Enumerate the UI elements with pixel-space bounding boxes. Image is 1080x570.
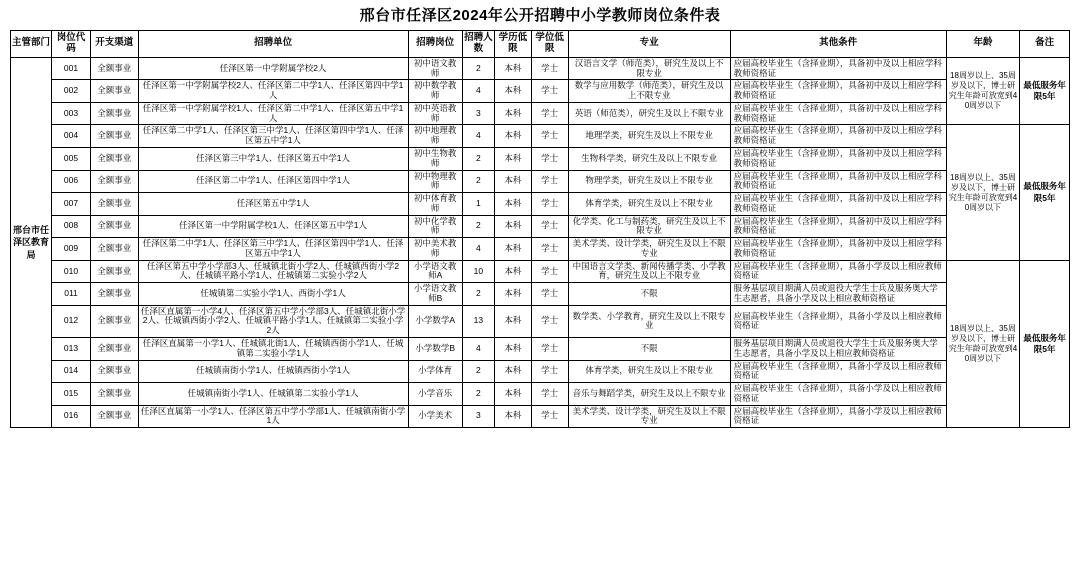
table-row [11,125,1070,148]
cell-post: 初中生物教师 [408,147,462,170]
cell-major: 数学与应用数学（师范类），研究生及以上不限专业 [568,80,730,103]
cell-degree: 学士 [531,125,568,148]
cell-channel: 全额事业 [90,305,138,337]
cell-major: 化学类、化工与制药类，研究生及以上不限专业 [568,215,730,238]
cell-code: 014 [52,360,91,383]
cell-unit: 任泽区第二中学1人、任泽区第三中学1人、任泽区第四中学1人、任泽区第五中学1人 [138,238,408,261]
cell-other: 应届高校毕业生（含择业期），具备小学及以上相应教师资格证 [730,405,946,428]
cell-post: 小学美术 [408,405,462,428]
cell-edu: 本科 [495,102,532,125]
header-edu: 学历低限 [495,31,532,58]
cell-age: 18周岁以上、35周岁及以下，博士研究生年龄可放宽到40周岁以下 [946,57,1019,125]
cell-degree: 学士 [531,405,568,428]
cell-major: 体育学类，研究生及以上不限专业 [568,360,730,383]
cell-post: 小学体育 [408,360,462,383]
cell-major: 音乐与舞蹈学类，研究生及以上不限专业 [568,383,730,406]
cell-channel: 全额事业 [90,283,138,306]
cell-post: 小学数学B [408,337,462,360]
cell-code: 015 [52,383,91,406]
cell-edu: 本科 [495,147,532,170]
cell-degree: 学士 [531,170,568,193]
cell-unit: 任泽区直属第一小学1人、任城镇北街1人、任城镇西街小学1人、任城镇第二实验小学1人 [138,337,408,360]
cell-channel: 全额事业 [90,193,138,216]
cell-major: 地理学类，研究生及以上不限专业 [568,125,730,148]
cell-major: 生物科学类，研究生及以上不限专业 [568,147,730,170]
cell-post: 初中化学教师 [408,215,462,238]
cell-num: 3 [462,405,494,428]
cell-code: 007 [52,193,91,216]
cell-other: 应届高校毕业生（含择业期），具备初中及以上相应学科教师资格证 [730,102,946,125]
cell-unit: 任泽区第二中学1人、任泽区第四中学1人 [138,170,408,193]
cell-unit: 任泽区第三中学1人、任泽区第五中学1人 [138,147,408,170]
table-row [11,383,1070,406]
cell-other: 服务基层项目期满人员或退役大学生士兵及服务奥大学生志愿者，具备小学及以上相应教师资格证 [730,283,946,306]
cell-unit: 任泽区直属第一小学1人、任泽区第五中学小学部1人、任城镇南街小学1人 [138,405,408,428]
cell-post: 初中语文教师 [408,57,462,80]
cell-num: 4 [462,125,494,148]
cell-degree: 学士 [531,337,568,360]
cell-edu: 本科 [495,305,532,337]
page-title: 邢台市任泽区2024年公开招聘中小学教师岗位条件表 [359,7,721,24]
cell-num: 2 [462,283,494,306]
cell-other: 应届高校毕业生（含择业期），具备初中及以上相应学科教师资格证 [730,57,946,80]
table-row [11,102,1070,125]
cell-code: 006 [52,170,91,193]
cell-major: 物理学类，研究生及以上不限专业 [568,170,730,193]
cell-num: 4 [462,80,494,103]
cell-code: 012 [52,305,91,337]
cell-code: 008 [52,215,91,238]
cell-other: 服务基层项目期满人员或退役大学生士兵及服务奥大学生志愿者，具备小学及以上相应教师资格证 [730,337,946,360]
cell-post: 初中数学教师 [408,80,462,103]
cell-unit: 任泽区第五中学1人 [138,193,408,216]
cell-num: 2 [462,170,494,193]
table-row [11,305,1070,337]
cell-channel: 全额事业 [90,383,138,406]
cell-remark: 最低服务年限5年 [1020,57,1070,125]
cell-post: 初中物理教师 [408,170,462,193]
table-row [11,337,1070,360]
cell-channel: 全额事业 [90,337,138,360]
table-row [11,170,1070,193]
cell-post: 小学音乐 [408,383,462,406]
table-header-row [11,31,1070,58]
cell-unit: 任泽区第一中学附属学校2人 [138,57,408,80]
cell-major: 中国语言文学类、新闻传播学类、小学教育，研究生及以上不限专业 [568,260,730,283]
cell-major: 体育学类，研究生及以上不限专业 [568,193,730,216]
cell-code: 011 [52,283,91,306]
cell-unit: 任泽区第二中学1人、任泽区第三中学1人、任泽区第四中学1人、任泽区第五中学1人 [138,125,408,148]
cell-major: 不限 [568,283,730,306]
cell-other: 应届高校毕业生（含择业期），具备初中及以上相应学科教师资格证 [730,215,946,238]
cell-num: 4 [462,337,494,360]
cell-channel: 全额事业 [90,147,138,170]
header-post: 招聘岗位 [408,31,462,58]
cell-major: 汉语言文学（师范类），研究生及以上不限专业 [568,57,730,80]
cell-other: 应届高校毕业生（含择业期），具备初中及以上相应学科教师资格证 [730,125,946,148]
cell-unit: 任泽区第一中学附属学校1人、任泽区第五中学1人 [138,215,408,238]
cell-major: 美术学类、设计学类，研究生及以上不限专业 [568,238,730,261]
table-row [11,80,1070,103]
table-row [11,283,1070,306]
cell-num: 13 [462,305,494,337]
cell-degree: 学士 [531,283,568,306]
cell-post: 初中英语教师 [408,102,462,125]
cell-code: 016 [52,405,91,428]
cell-degree: 学士 [531,305,568,337]
cell-code: 013 [52,337,91,360]
cell-channel: 全额事业 [90,238,138,261]
cell-other: 应届高校毕业生（含择业期），具备小学及以上相应教师资格证 [730,383,946,406]
cell-dept: 邢台市任泽区教育局 [11,57,52,427]
cell-degree: 学士 [531,57,568,80]
cell-edu: 本科 [495,125,532,148]
cell-post: 小学数学A [408,305,462,337]
cell-edu: 本科 [495,238,532,261]
cell-unit: 任泽区第一中学附属学校1人、任泽区第二中学1人、任泽区第五中学1人 [138,102,408,125]
cell-major: 不限 [568,337,730,360]
cell-degree: 学士 [531,360,568,383]
cell-unit: 任城镇南街小学1人、任城镇西街小学1人 [138,360,408,383]
cell-age: 18周岁以上、35周岁及以下，博士研究生年龄可放宽到40周岁以下 [946,125,1019,260]
cell-edu: 本科 [495,170,532,193]
cell-code: 004 [52,125,91,148]
cell-other: 应届高校毕业生（含择业期），具备初中及以上相应学科教师资格证 [730,80,946,103]
cell-degree: 学士 [531,147,568,170]
cell-other: 应届高校毕业生（含择业期），具备初中及以上相应学科教师资格证 [730,170,946,193]
cell-post: 小学语文教师A [408,260,462,283]
cell-edu: 本科 [495,260,532,283]
cell-num: 2 [462,383,494,406]
cell-num: 10 [462,260,494,283]
cell-other: 应届高校毕业生（含择业期），具备小学及以上相应教师资格证 [730,360,946,383]
cell-channel: 全额事业 [90,102,138,125]
cell-num: 2 [462,215,494,238]
cell-remark: 最低服务年限5年 [1020,260,1070,427]
cell-channel: 全额事业 [90,360,138,383]
cell-degree: 学士 [531,383,568,406]
table-row [11,193,1070,216]
cell-num: 2 [462,57,494,80]
cell-major: 英语（师范类），研究生及以上不限专业 [568,102,730,125]
cell-remark: 最低服务年限5年 [1020,125,1070,260]
cell-unit: 任城镇第二实验小学1人、西街小学1人 [138,283,408,306]
cell-degree: 学士 [531,193,568,216]
cell-channel: 全额事业 [90,57,138,80]
cell-post: 初中美术教师 [408,238,462,261]
cell-channel: 全额事业 [90,215,138,238]
cell-num: 4 [462,238,494,261]
cell-channel: 全额事业 [90,260,138,283]
cell-edu: 本科 [495,80,532,103]
cell-degree: 学士 [531,102,568,125]
cell-major: 美术学类、设计学类，研究生及以上不限专业 [568,405,730,428]
cell-post: 小学语文教师B [408,283,462,306]
cell-degree: 学士 [531,238,568,261]
cell-edu: 本科 [495,405,532,428]
cell-degree: 学士 [531,80,568,103]
cell-other: 应届高校毕业生（含择业期），具备小学及以上相应教师资格证 [730,260,946,283]
cell-edu: 本科 [495,215,532,238]
cell-channel: 全额事业 [90,405,138,428]
header-dept: 主管部门 [11,31,52,58]
header-age: 年龄 [946,31,1019,58]
cell-edu: 本科 [495,57,532,80]
cell-degree: 学士 [531,260,568,283]
cell-edu: 本科 [495,383,532,406]
header-code: 岗位代码 [52,31,91,58]
cell-code: 009 [52,238,91,261]
table-row [11,215,1070,238]
cell-post: 初中地理教师 [408,125,462,148]
cell-unit: 任泽区第五中学小学部3人、任城镇北街小学2人、任城镇西街小学2人、任城镇平路小学1人、任城镇第二实验小学2人 [138,260,408,283]
header-unit: 招聘单位 [138,31,408,58]
cell-unit: 任泽区第一中学附属学校2人、任泽区第二中学1人、任泽区第四中学1人 [138,80,408,103]
cell-age: 18周岁以上、35周岁及以下，博士研究生年龄可放宽到40周岁以下 [946,260,1019,427]
cell-post: 初中体育教师 [408,193,462,216]
cell-degree: 学士 [531,215,568,238]
cell-edu: 本科 [495,337,532,360]
cell-num: 2 [462,147,494,170]
cell-code: 001 [52,57,91,80]
cell-other: 应届高校毕业生（含择业期），具备初中及以上相应学科教师资格证 [730,193,946,216]
cell-other: 应届高校毕业生（含择业期），具备初中及以上相应学科教师资格证 [730,238,946,261]
cell-num: 3 [462,102,494,125]
cell-other: 应届高校毕业生（含择业期），具备小学及以上相应教师资格证 [730,305,946,337]
header-other: 其他条件 [730,31,946,58]
header-num: 招聘人数 [462,31,494,58]
header-degree: 学位低限 [531,31,568,58]
table-row [11,360,1070,383]
cell-num: 1 [462,193,494,216]
table-row [11,405,1070,428]
cell-num: 2 [462,360,494,383]
header-channel: 开支渠道 [90,31,138,58]
cell-major: 数学类、小学教育，研究生及以上不限专业 [568,305,730,337]
cell-channel: 全额事业 [90,125,138,148]
cell-unit: 任泽区直属第一小学4人、任泽区第五中学小学部3人、任城镇北街小学2人、任城镇西街小学2人、任城镇平路小学1人、任城镇第二实验小学2人 [138,305,408,337]
cell-code: 010 [52,260,91,283]
cell-edu: 本科 [495,193,532,216]
cell-other: 应届高校毕业生（含择业期），具备初中及以上相应学科教师资格证 [730,147,946,170]
cell-edu: 本科 [495,283,532,306]
table-body [11,57,1070,427]
cell-edu: 本科 [495,360,532,383]
header-major: 专业 [568,31,730,58]
recruitment-table [10,30,1070,428]
table-row [11,238,1070,261]
header-remark: 备注 [1020,31,1070,58]
table-row [11,57,1070,80]
cell-code: 005 [52,147,91,170]
table-row [11,147,1070,170]
cell-channel: 全额事业 [90,170,138,193]
table-row [11,260,1070,283]
cell-code: 003 [52,102,91,125]
cell-channel: 全额事业 [90,80,138,103]
cell-code: 002 [52,80,91,103]
cell-unit: 任城镇南街小学1人、任城镇第二实验小学1人 [138,383,408,406]
